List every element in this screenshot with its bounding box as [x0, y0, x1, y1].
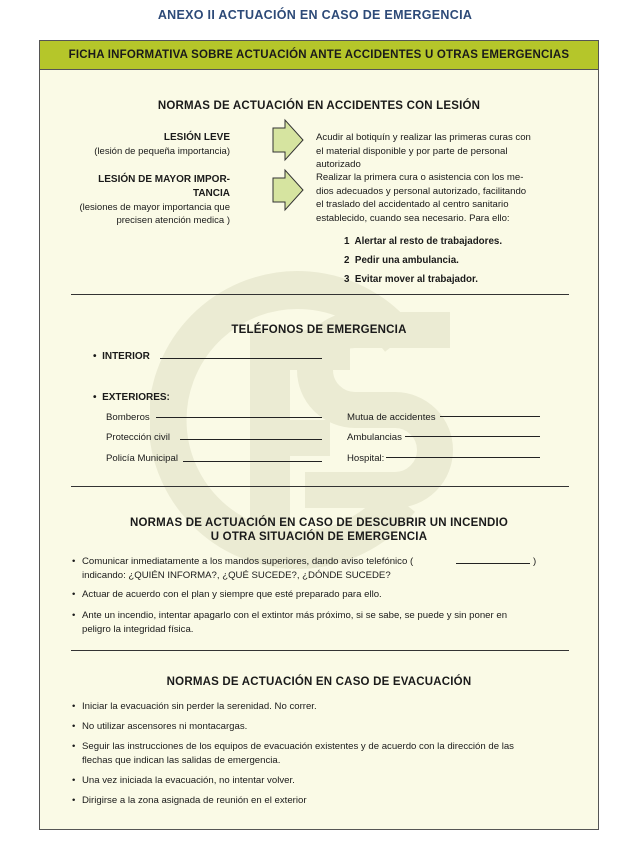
interior-label [93, 351, 150, 362]
phone-label-ambulancias: Ambulancias [347, 432, 402, 443]
phone-label-hospital: Hospital: [347, 453, 385, 464]
panel-title: FICHA INFORMATIVA SOBRE ACTUACIÓN ANTE ACCIDENTES U OTRAS EMERGENCIAS [68, 49, 570, 61]
incendio-item-3: Ante un incendio, intentar apagarlo con el extintor más próximo, si se sabe, se puede y sin poner en [82, 610, 508, 621]
phone-line-aviso[interactable] [456, 563, 530, 564]
text-line: Acudir al botiquín y realizar las primeras curas con [316, 132, 531, 143]
incendio-item-1-cont: indicando: ¿QUIÉN INFORMA?, ¿QUÉ SUCEDE?, ¿DÓNDE SUCEDE? [82, 570, 391, 581]
paren-close: ) [533, 556, 537, 567]
evacuacion-heading: NORMAS DE ACTUACIÓN EN CASO DE EVACUACIÓN [166, 676, 472, 688]
interior-phone-line[interactable] [160, 358, 322, 359]
lesion-leve-title: LESIÓN LEVE [163, 132, 230, 143]
list-bullet: • [72, 556, 76, 567]
evacuacion-item-4: Una vez iniciada la evacuación, no intentar volver. [82, 775, 295, 786]
evacuacion-item-1: Iniciar la evacuación sin perder la serenidad. No correr. [82, 701, 317, 712]
list-bullet: • [72, 610, 76, 621]
divider [71, 486, 569, 487]
bullet: • [93, 351, 97, 362]
list-bullet: • [72, 741, 76, 752]
step-number: 1 [344, 236, 350, 247]
text-line: autorizado [316, 159, 361, 170]
list-bullet: • [72, 775, 76, 786]
list-item [344, 251, 502, 270]
phone-label-policia: Policía Municipal [106, 453, 178, 464]
list-item [344, 270, 502, 289]
heading-line: NORMAS DE ACTUACIÓN EN CASO DE DESCUBRIR UN INCENDIO [130, 517, 508, 529]
lesion-leve-subtitle: (lesión de pequeña importancia) [94, 146, 230, 157]
step-number: 2 [344, 255, 350, 266]
phone-line-ambulancias[interactable] [405, 436, 540, 437]
phone-line-policia[interactable] [183, 461, 322, 462]
incendio-item-1 [82, 555, 413, 569]
title-line: TANCIA [192, 188, 230, 199]
evacuacion-item-2: No utilizar ascensores ni montacargas. [82, 721, 248, 732]
lesion-leve-text [316, 131, 544, 172]
list-bullet: • [72, 589, 76, 600]
page-title: ANEXO II ACTUACIÓN EN CASO DE EMERGENCIA [157, 8, 473, 22]
phone-label-bomberos: Bomberos [106, 412, 150, 423]
phone-line-bomberos[interactable] [156, 417, 322, 418]
title-line: LESIÓN DE MAYOR IMPOR- [98, 174, 230, 185]
lesion-mayor-subtitle [40, 201, 230, 227]
steps-list [344, 232, 502, 289]
bullet: • [93, 392, 97, 403]
heading-line: U OTRA SITUACIÓN DE EMERGENCIA [210, 531, 428, 543]
list-bullet: • [72, 795, 76, 806]
incendio-item-3-cont: peligro la integridad física. [82, 624, 194, 635]
step-text: Evitar mover al trabajador. [354, 274, 478, 285]
text-line: Realizar la primera cura o asistencia con los me- [316, 172, 524, 183]
arrow-right-icon [271, 168, 305, 212]
interior-text: INTERIOR [102, 351, 150, 362]
incendio-item-2: Actuar de acuerdo con el plan y siempre que esté preparado para ello. [82, 589, 382, 600]
subtitle-line: (lesiones de mayor importancia que [79, 202, 230, 213]
item-text: Comunicar inmediatamente a los mandos superiores, dando aviso telefónico ( [82, 556, 414, 567]
evacuacion-item-3-cont: flechas que indican las salidas de emergencia. [82, 755, 281, 766]
phone-line-mutua[interactable] [440, 416, 540, 417]
phone-label-mutua: Mutua de accidentes [347, 412, 436, 423]
phone-label-proteccion: Protección civil [106, 432, 170, 443]
divider [71, 650, 569, 651]
exteriores-text: EXTERIORES: [102, 392, 170, 403]
list-bullet: • [72, 721, 76, 732]
step-number: 3 [344, 274, 350, 285]
text-line: establecido, cuando sea necesario. Para ello: [316, 212, 510, 224]
evacuacion-item-5: Dirigirse a la zona asignada de reunión en el exterior [82, 795, 307, 806]
step-text: Pedir una ambulancia. [354, 255, 459, 266]
phone-line-proteccion[interactable] [180, 439, 322, 440]
text-line: el traslado del accidentado al centro sanitario [316, 199, 509, 210]
lesion-heading: NORMAS DE ACTUACIÓN EN ACCIDENTES CON LESIÓN [157, 100, 481, 112]
evacuacion-item-3: Seguir las instrucciones de los equipos de evacuación existentes y de acuerdo con la dirección de las [82, 741, 514, 752]
divider [71, 294, 569, 295]
lesion-mayor-title [80, 173, 230, 201]
incendio-heading [39, 516, 599, 544]
subtitle-line: precisen atención medica ) [116, 215, 230, 226]
arrow-right-icon [271, 118, 305, 162]
lesion-mayor-text [316, 171, 544, 225]
phones-heading: TELÉFONOS DE EMERGENCIA [231, 324, 407, 336]
text-line: dios adecuados y personal autorizado, facilitando [316, 185, 527, 197]
step-text: Alertar al resto de trabajadores. [354, 236, 503, 247]
phone-line-hospital[interactable] [386, 457, 540, 458]
panel-title-bar [39, 40, 599, 70]
text-line: el material disponible y por parte de personal [316, 145, 508, 157]
list-item [344, 232, 502, 251]
list-bullet: • [72, 701, 76, 712]
exteriores-label [93, 392, 170, 403]
